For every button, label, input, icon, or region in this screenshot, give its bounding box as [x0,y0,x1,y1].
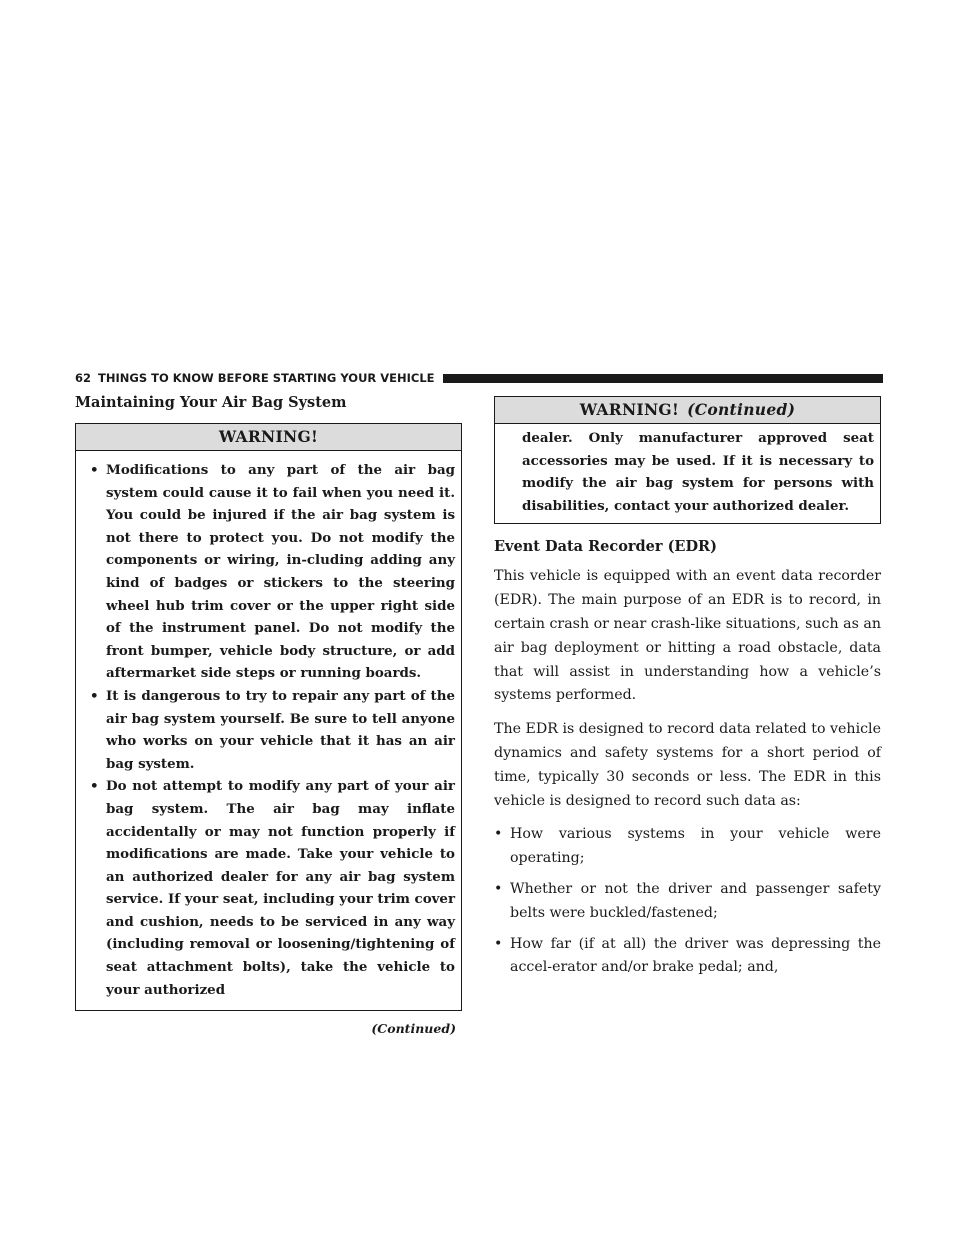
bullet: • [90,687,99,704]
left-column [75,390,462,1036]
warning-list [84,459,455,1001]
warning-box [75,423,462,1011]
warning-item-text: Modifications to any part of the air bag system could cause it to fail when you need it. You could be injured if the air bag system is not there to protect you. Do not modify the components or wiring, in-cluding adding any kind of badges or stickers to the steering wheel hub trim cover or the upper right side of the instrument panel. Do not modify the front bumper, vehicle body structure, or add aftermarket side steps or running boards. [106,462,455,682]
list-item [494,878,881,926]
warning-item [84,775,455,1001]
warning-title-text: WARNING! [218,427,319,446]
warning-title [495,397,880,424]
bullet: • [494,880,503,897]
continued-note: (Continued) [371,1021,456,1037]
warning-item [84,685,455,775]
bullet: • [494,826,503,843]
warning-item [84,459,455,685]
bullet: • [494,935,503,952]
warning-title-continued: (Continued) [687,400,796,419]
edr-paragraph-2: The EDR is designed to record data related to vehicle dynamics and safety systems for a short period of time, typically 30 seconds or less. The EDR in this vehicle is designed to record such data as: [494,721,881,809]
list-item-text: Whether or not the driver and passenger safety belts were buckled/fastened; [510,880,881,921]
right-column [494,396,881,987]
warning-body [76,451,461,1010]
list-item-text: How far (if at all) the driver was depressing the accel-erator and/or brake pedal; and, [510,935,881,976]
list-item-text: How various systems in your vehicle were operating; [510,826,881,867]
warning-title [76,424,461,451]
section-heading: Maintaining Your Air Bag System [75,394,347,411]
warning-item-text: It is dangerous to try to repair any part of the air bag system yourself. Be sure to tell anyone who works on your vehicle that it has an air bag system. [106,687,455,772]
bullet: • [90,462,99,478]
chapter-title: THINGS TO KNOW BEFORE STARTING YOUR VEHICLE [98,371,435,385]
list-item [494,823,881,871]
running-header [75,370,883,386]
edr-paragraph-1: This vehicle is equipped with an event data recorder (EDR). The main purpose of an EDR is to record, in certain crash or near crash-like situations, such as an air bag deployment or hitting a road obstacle, data that will assist in understanding how a vehicle’s systems performed. [494,568,881,704]
page-number: 62 [75,371,92,385]
warning-title-text: WARNING! [579,400,680,419]
list-item [494,933,881,981]
bullet: • [90,778,99,795]
warning-box-continued [494,396,881,524]
edr-heading: Event Data Recorder (EDR) [494,538,717,556]
warning-item-text: Do not attempt to modify any part of your air bag system. The air bag may inflate accidentally or may not function properly if modifications are made. Take your vehicle to an authorized dealer for any air bag system service. If your seat, including your trim cover and cushion, needs to be serviced in any way (including removal or loosening/tightening of seat attachment bolts), take the vehicle to your authorized [106,778,455,998]
edr-data-list [494,823,881,980]
warning-continued-text: dealer. Only manufacturer approved seat accessories may be used. If it is necessary to modify the air bag system for persons with disabilities, contact your authorized dealer. [522,430,874,514]
header-rule [443,374,883,383]
